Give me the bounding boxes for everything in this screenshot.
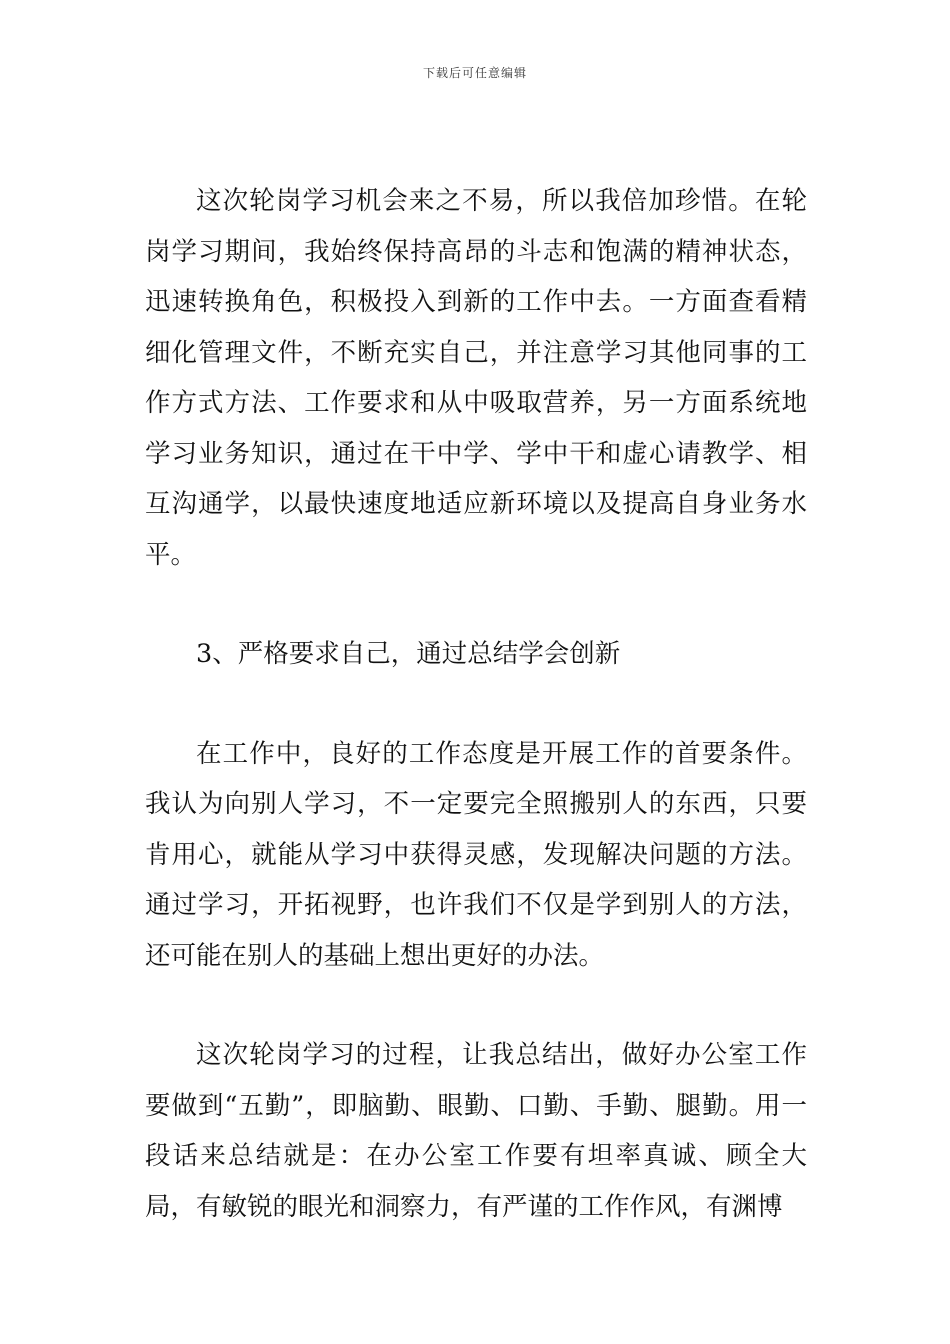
document-body [145,176,807,1232]
paragraph-rotation-study: 这次轮岗学习机会来之不易，所以我倍加珍惜。在轮岗学习期间，我始终保持高昂的斗志和饱满的精神状态，迅速转换角色，积极投入到新的工作中去。一方面查看精细化管理文件，不断充实自己，并注意学习其他同事的工作方式方法、工作要求和从中吸取营养，另一方面系统地学习业务知识，通过在干中学、学中干和虚心请教学、相互沟通学，以最快速度地适应新环境以及提高自身业务水平。 [145,186,807,570]
paragraph-work-attitude: 在工作中，良好的工作态度是开展工作的首要条件。我认为向别人学习，不一定要完全照搬别人的东西，只要肯用心，就能从学习中获得灵感，发现解决问题的方法。通过学习，开拓视野，也许我们不仅是学到别人的方法，还可能在别人的基础上想出更好的办法。 [145,738,807,971]
section-heading-3: 3、严格要求自己，通过总结学会创新 [196,639,621,669]
paragraph-five-diligences: 这次轮岗学习的过程，让我总结出，做好办公室工作要做到“五勤”，即脑勤、眼勤、口勤、手勤、腿勤。用一段话来总结就是：在办公室工作要有坦率真诚、顾全大局，有敏锐的眼光和洞察力，有严谨的工作作风，有渊博 [145,1040,807,1222]
page-header-note: 下载后可任意编辑 [422,66,527,80]
